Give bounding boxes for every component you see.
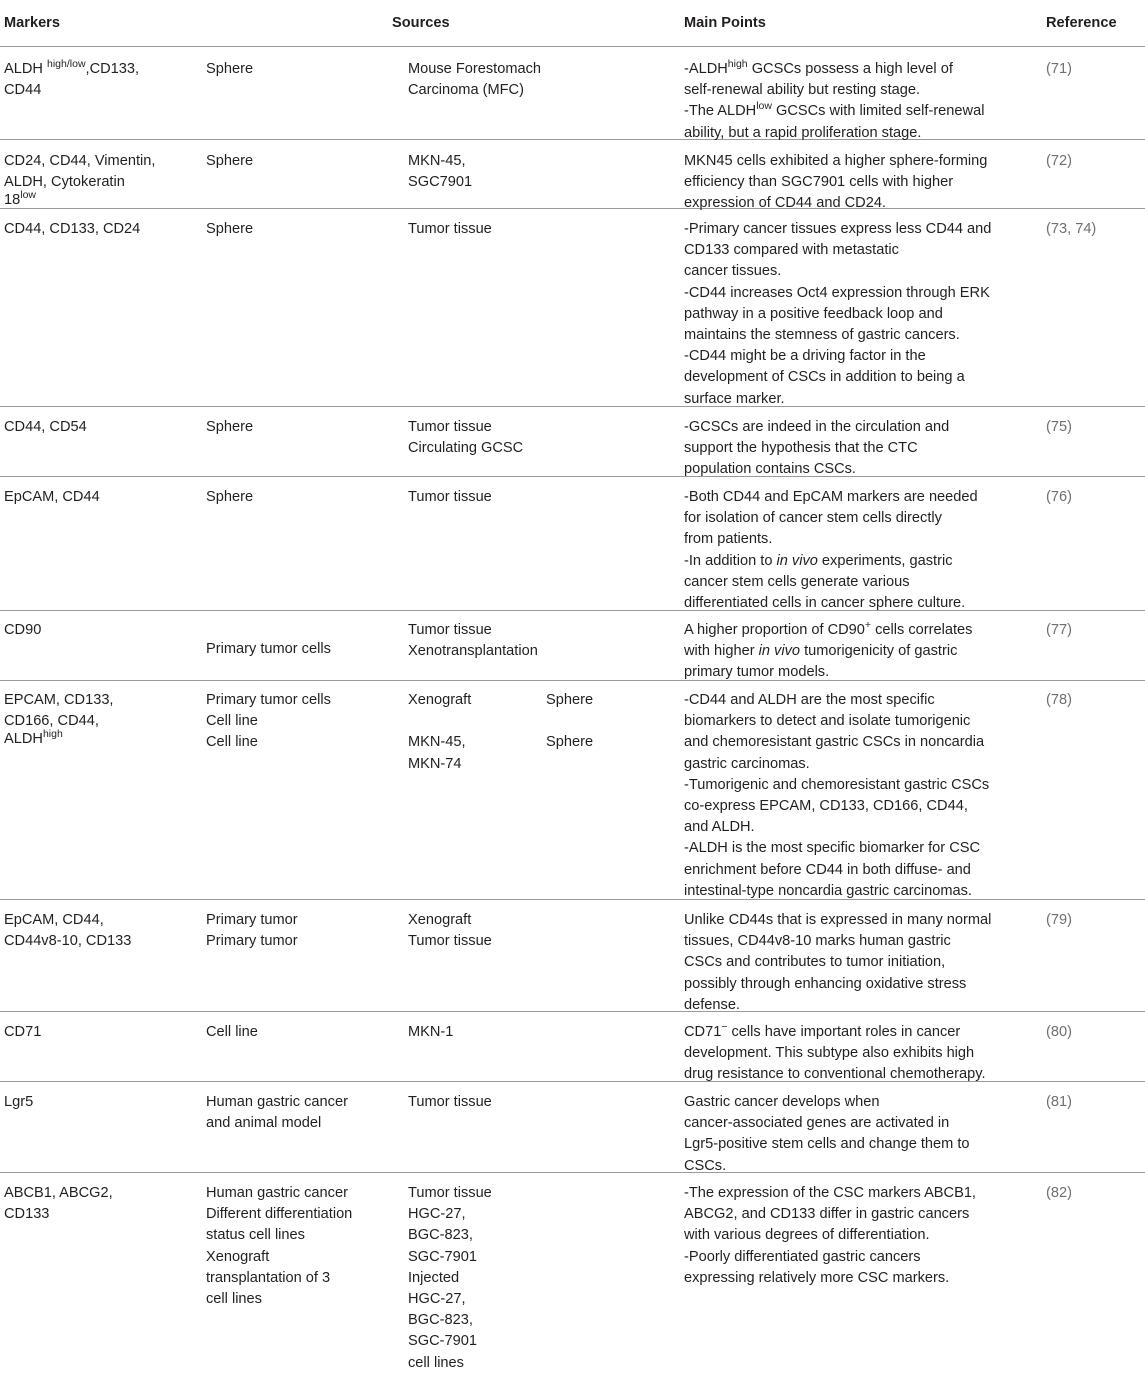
main-points-cell: Unlike CD44s that is expressed in many normal tissues, CD44v8-10 marks human gastric CSCs and contributes to tumor initiation, possibly through enhancing oxidative stress defense. bbox=[684, 912, 992, 1013]
source-cell: Human gastric cancer Different differentiation status cell lines Xenograft transplantation of 3 cell lines bbox=[206, 1185, 353, 1308]
main-points-cell: $-ALDH^{high}$ GCSCs possess a high level of self-renewal ability but resting stage. -The $ALDH^{low}$ GCSCs with limited self-renewal ability, but a rapid proliferation stage. bbox=[684, 58, 985, 141]
table-row bbox=[0, 140, 1145, 212]
source-cell: Sphere bbox=[206, 419, 254, 435]
table-row bbox=[0, 1173, 1145, 1373]
source-cell: Primary tumor Primary tumor bbox=[206, 912, 298, 950]
markers-cell: EpCAM, CD44 bbox=[4, 489, 100, 505]
source-cell: MKN-1 bbox=[408, 1024, 454, 1040]
main-points-cell: CD71− cells have important roles in cancer development. This subtype also exhibits high drug resistance to conventional chemotherapy. bbox=[684, 1021, 986, 1083]
markers-cell: CD44, CD54 bbox=[4, 419, 87, 435]
markers-cell: ALDH $^{high/low}$,CD133, CD44 bbox=[4, 58, 140, 99]
main-points-cell: -Both CD44 and EpCAM markers are needed for isolation of cancer stem cells directly from patients. -In addition to in vivo experiments, gastric cancer stem cells generate various differentiated cells in cancer sphere culture. bbox=[684, 489, 978, 612]
reference-link[interactable]: (80) bbox=[1046, 1024, 1072, 1040]
source-cell: Mouse Forestomach Carcinoma (MFC) bbox=[408, 61, 542, 99]
reference-link[interactable]: (73, 74) bbox=[1046, 221, 1097, 237]
header-sources: Sources bbox=[392, 15, 450, 31]
source-cell: Sphere bbox=[206, 61, 254, 77]
source-cell: Sphere Sphere bbox=[546, 692, 594, 751]
reference-link[interactable]: (81) bbox=[1046, 1094, 1072, 1110]
table-row bbox=[0, 1012, 1145, 1082]
reference-link[interactable]: (78) bbox=[1046, 692, 1072, 708]
markers-cell: CD24, CD44, Vimentin, ALDH, Cytokeratin $18^{low}$ bbox=[4, 153, 156, 209]
reference-link[interactable]: (71) bbox=[1046, 61, 1072, 77]
reference-link[interactable]: (79) bbox=[1046, 912, 1072, 928]
markers-cell: CD44, CD133, CD24 bbox=[4, 221, 141, 237]
header-main-points: Main Points bbox=[684, 15, 766, 31]
source-cell: Sphere bbox=[206, 153, 254, 169]
table-row bbox=[0, 47, 1145, 140]
source-cell: Xenograft Tumor tissue bbox=[408, 912, 492, 950]
table-row bbox=[0, 611, 1145, 681]
markers-cell: ABCB1, ABCG2, CD133 bbox=[4, 1185, 113, 1223]
source-cell: Tumor tissue bbox=[408, 489, 492, 505]
table-header bbox=[0, 0, 1145, 47]
main-points-cell: A higher proportion of CD90+ cells correlates with higher in vivo tumorigenicity of gastric primary tumor models. bbox=[684, 619, 973, 681]
markers-cell: CD71 bbox=[4, 1024, 42, 1040]
main-points-cell: Gastric cancer develops when cancer-associated genes are activated in Lgr5-positive stem cells and change them to CSCs. bbox=[684, 1094, 970, 1174]
table-row bbox=[0, 407, 1145, 477]
source-cell: Sphere bbox=[206, 221, 254, 237]
table-row bbox=[0, 209, 1145, 407]
table-row bbox=[0, 900, 1145, 1012]
source-cell: Cell line bbox=[206, 1024, 258, 1040]
source-cell: Tumor tissue Circulating GCSC bbox=[408, 419, 524, 457]
reference-link[interactable]: (82) bbox=[1046, 1185, 1072, 1201]
source-cell: Sphere bbox=[206, 489, 254, 505]
source-cell: Tumor tissue bbox=[408, 221, 492, 237]
main-points-cell: -CD44 and ALDH are the most specific biomarkers to detect and isolate tumorigenic and chemoresistant gastric CSCs in noncardia gastric carcinomas. -Tumorigenic and chemoresistant gastric CSCs co-express EPCAM, CD133, CD166, CD44, and ALDH. -ALDH is the most specific biomarker for CSC enrichment before CD44 in both diffuse- and intestinal-type noncardia gastric carcinomas. bbox=[684, 692, 990, 899]
table-row bbox=[0, 1082, 1145, 1173]
reference-link[interactable]: (77) bbox=[1046, 622, 1072, 638]
header-markers: Markers bbox=[4, 15, 60, 31]
source-cell: Xenograft MKN-45, MKN-74 bbox=[408, 692, 472, 772]
reference-link[interactable]: (75) bbox=[1046, 419, 1072, 435]
table-row bbox=[0, 681, 1145, 900]
source-cell: Tumor tissue Xenotransplantation bbox=[408, 622, 538, 660]
header-reference: Reference bbox=[1046, 15, 1117, 31]
main-points-cell: -The expression of the CSC markers ABCB1, ABCG2, and CD133 differ in gastric cancers with various degrees of differentiation. -Poorly differentiated gastric cancers expressing relatively more CSC markers. bbox=[684, 1185, 976, 1286]
source-cell: MKN-45, SGC7901 bbox=[408, 153, 473, 191]
source-cell: Tumor tissue HGC-27, BGC-823, SGC-7901 Injected HGC-27, BGC-823, SGC-7901 cell lines bbox=[408, 1185, 492, 1371]
source-cell: Tumor tissue bbox=[408, 1094, 492, 1110]
reference-link[interactable]: (72) bbox=[1046, 153, 1072, 169]
source-cell: Human gastric cancer and animal model bbox=[206, 1094, 348, 1132]
main-points-cell: -GCSCs are indeed in the circulation and support the hypothesis that the CTC population contains CSCs. bbox=[684, 419, 950, 478]
source-cell: Primary tumor cells bbox=[206, 641, 331, 657]
main-points-cell: -Primary cancer tissues express less CD44 and CD133 compared with metastatic cancer tissues. -CD44 increases Oct4 expression through ERK pathway in a positive feedback loop and maintains the stemness of gastric cancers. -CD44 might be a driving factor in the development of CSCs in addition to being a surface marker. bbox=[684, 221, 992, 407]
main-points-cell: MKN45 cells exhibited a higher sphere-forming efficiency than SGC7901 cells with higher expression of CD44 and CD24. bbox=[684, 153, 988, 212]
reference-link[interactable]: (76) bbox=[1046, 489, 1072, 505]
source-cell: Primary tumor cells Cell line Cell line bbox=[206, 692, 331, 751]
markers-cell: EpCAM, CD44, CD44v8-10, CD133 bbox=[4, 912, 132, 950]
table-row bbox=[0, 477, 1145, 611]
markers-cell: EPCAM, CD133, CD166, CD44, $ALDH^{high}$ bbox=[4, 692, 114, 748]
markers-cell: CD90 bbox=[4, 622, 42, 638]
markers-cell: Lgr5 bbox=[4, 1094, 34, 1110]
